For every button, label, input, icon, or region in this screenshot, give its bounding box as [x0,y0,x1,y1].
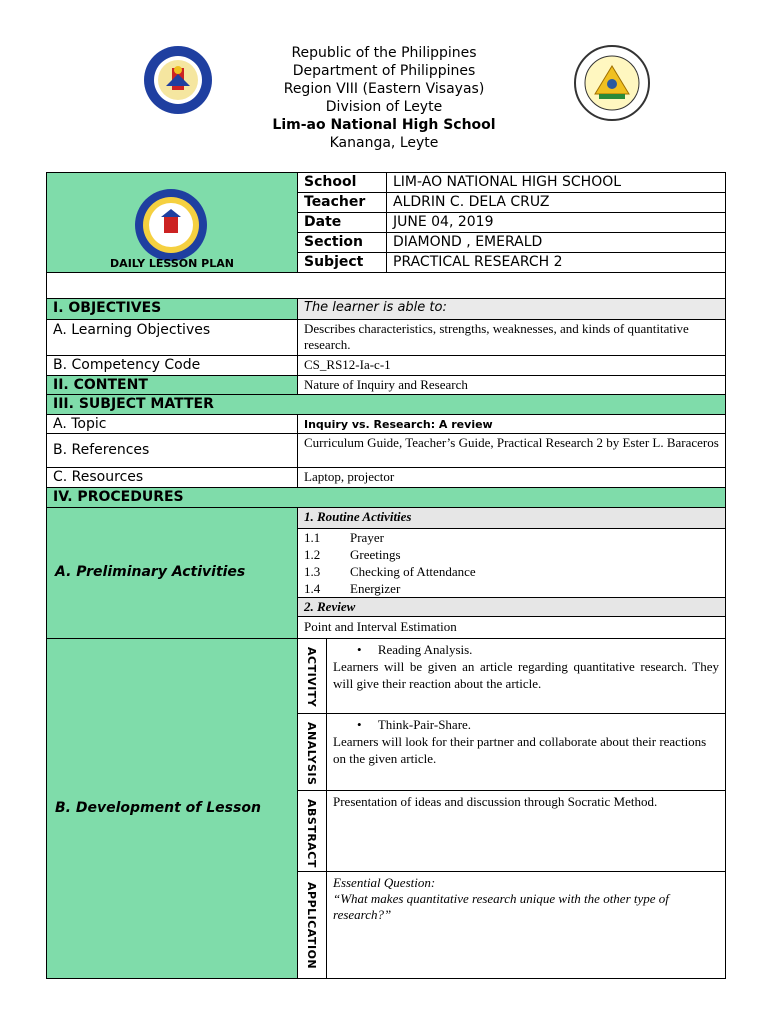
info-label-teacher: Teacher [297,192,387,213]
info-value-date: JUNE 04, 2019 [386,212,726,233]
resources-label: C. Resources [46,467,298,488]
analysis-content [326,713,726,791]
header-line-1: Republic of the Philippines [291,45,477,61]
school-name: Lim-ao National High School [272,117,496,133]
topic-label: A. Topic [46,414,298,434]
objectives-intro: The learner is able to: [297,298,726,320]
division-leyte-seal-icon [573,44,651,122]
review-value: Point and Interval Estimation [297,616,726,639]
procedures-heading: IV. PROCEDURES [46,487,726,508]
preliminary-activities-cell [46,507,298,639]
abstract-tag: ABSTRACT [305,799,318,868]
school-logo-panel [46,172,298,273]
application-heading: Essential Question: [333,875,436,890]
subject-matter-heading: III. SUBJECT MATTER [46,394,726,415]
competency-code-value: CS_RS12-Ia-c-1 [297,355,726,376]
analysis-text: Learners will look for their partner and collaborate about their reactions on the given article. [333,734,707,766]
activity-text: Learners will be given an article regarding quantitative research. They will give their reaction about the article. [333,659,719,691]
activity-bullet-text: Reading Analysis. [377,642,473,657]
info-label-section: Section [297,232,387,253]
review-heading: 2. Review [297,597,726,617]
development-of-lesson-label: B. Development of Lesson [55,800,261,816]
routine-item-text: Checking of Attendance [350,564,476,579]
learning-objectives-label: A. Learning Objectives [46,319,298,356]
header-line-3: Region VIII (Eastern Visayas) [283,81,485,97]
objectives-heading: I. OBJECTIVES [46,298,298,320]
routine-item [304,530,320,546]
info-value-section: DIAMOND , EMERALD [386,232,726,253]
application-question: “What makes quantitative research unique with the other type of research?” [333,891,669,922]
activity-bullet: • Reading Analysis. [357,642,473,657]
info-label-date: Date [297,212,387,233]
routine-item-number: 1.1 [304,530,321,545]
analysis-tag: ANALYSIS [305,722,318,786]
routine-item-number: 1.4 [304,581,321,596]
header-line-2: Department of Philippines [292,63,476,79]
analysis-bullet: • Think-Pair-Share. [357,717,472,732]
competency-code-label: B. Competency Code [46,355,298,376]
abstract-tag-cell [297,790,327,872]
analysis-tag-cell [297,713,327,791]
info-label-school: School [297,172,387,193]
routine-item [304,564,320,580]
blank-row [46,272,726,299]
routine-item-text: Greetings [350,547,401,562]
application-content [326,871,726,979]
school-location: Kananga, Leyte [329,135,439,151]
activity-tag-cell [297,638,327,714]
routine-item [304,547,320,563]
info-label-subject: Subject [297,252,387,273]
learning-objectives-value: Describes characteristics, strengths, weaknesses, and kinds of quantitative research. [297,319,726,356]
application-tag-cell [297,871,327,979]
application-tag: APPLICATION [305,882,318,970]
routine-activities-heading: 1. Routine Activities [297,507,726,529]
header-line-4: Division of Leyte [325,99,443,115]
routine-item-text: Energizer [350,581,401,596]
preliminary-activities-label: A. Preliminary Activities [55,564,246,580]
analysis-bullet-text: Think-Pair-Share. [377,717,472,732]
content-heading: II. CONTENT [46,375,298,395]
topic-value: Inquiry vs. Research: A review [297,414,726,434]
info-value-subject: PRACTICAL RESEARCH 2 [386,252,726,273]
development-of-lesson-cell [46,638,298,979]
routine-activities-list [297,528,726,598]
abstract-content: Presentation of ideas and discussion through Socratic Method. [326,790,726,872]
deped-seal-icon [142,44,214,116]
info-value-school: LIM-AO NATIONAL HIGH SCHOOL [386,172,726,193]
routine-item [304,581,320,597]
school-seal-icon [133,187,209,263]
daily-lesson-plan-title: DAILY LESSON PLAN [110,257,234,270]
resources-value: Laptop, projector [297,467,726,488]
info-value-teacher: ALDRIN C. DELA CRUZ [386,192,726,213]
routine-item-text: Prayer [350,530,384,545]
references-label: B. References [46,433,298,468]
references-value: Curriculum Guide, Teacher’s Guide, Practical Research 2 by Ester L. Baraceros [297,433,726,468]
activity-tag: ACTIVITY [305,647,318,708]
routine-item-number: 1.3 [304,564,321,579]
content-value: Nature of Inquiry and Research [297,375,726,395]
activity-content [326,638,726,714]
routine-item-number: 1.2 [304,547,321,562]
